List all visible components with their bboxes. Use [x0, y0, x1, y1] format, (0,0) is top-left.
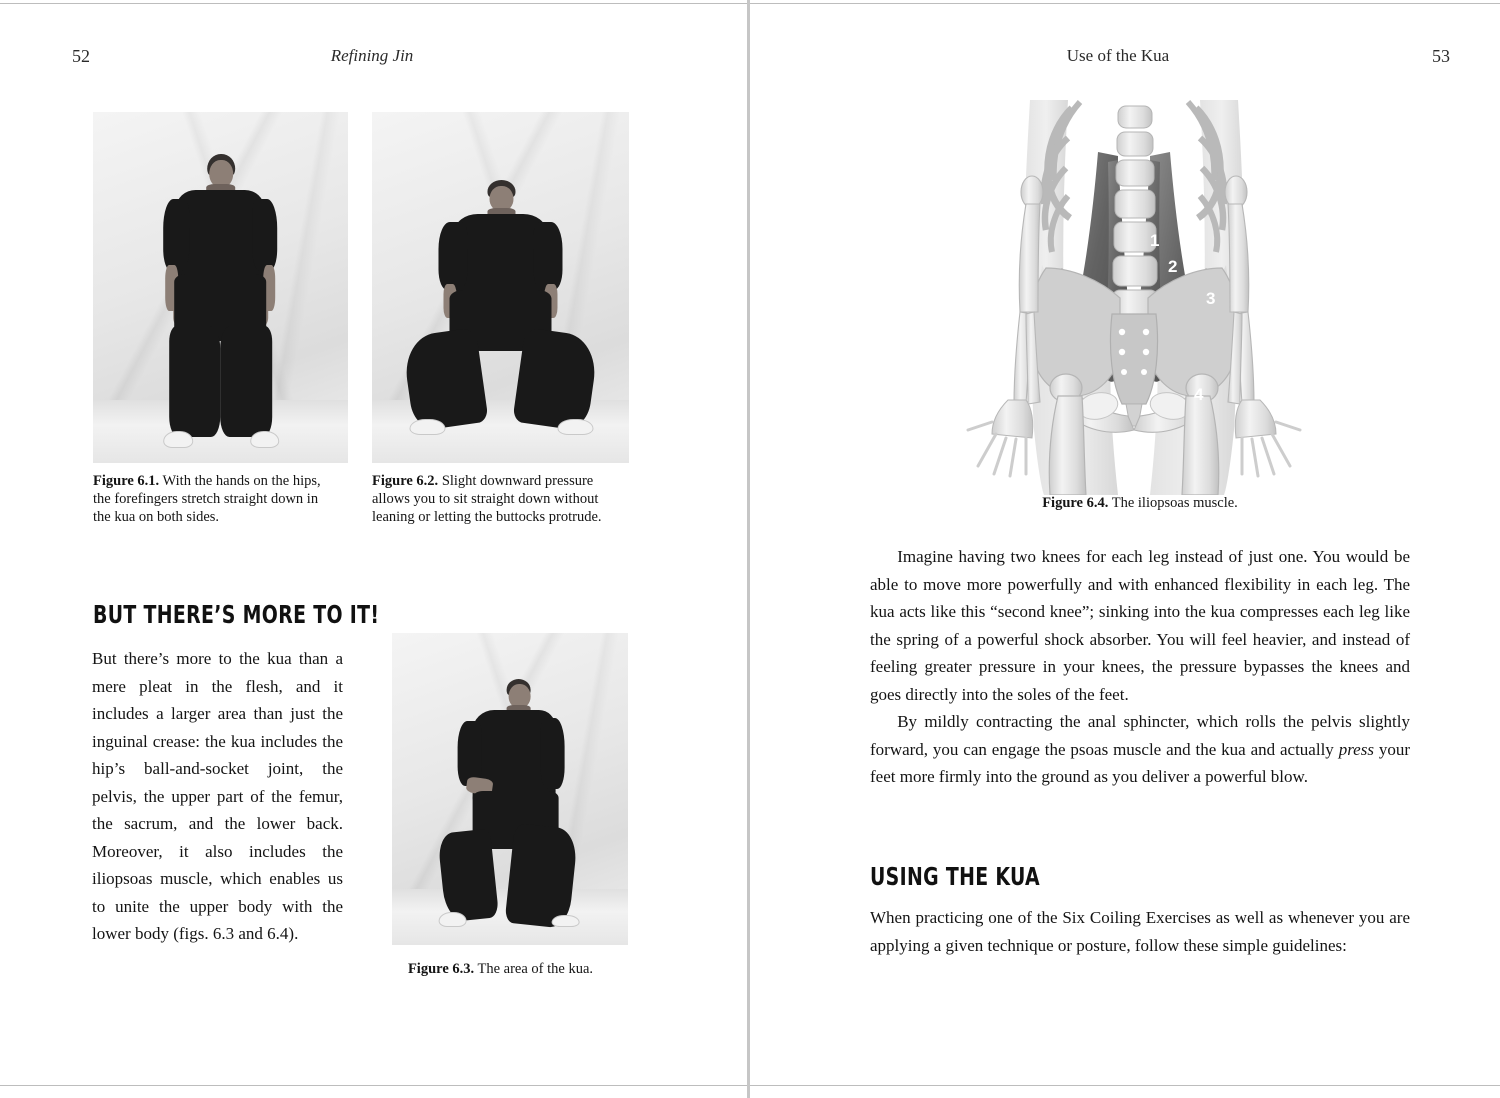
- right-page-paragraph-2: [870, 708, 1410, 791]
- left-page: [0, 0, 748, 1098]
- paragraph-2-tail: your feet more firmly into the ground as you deliver a powerful blow.: [870, 739, 1410, 786]
- right-page-body-column-bottom: [870, 904, 1410, 959]
- skeleton-iliopsoas-svg: [922, 100, 1347, 495]
- right-page-paragraph-3: When practicing one of the Six Coiling Exercises as well as whenever you are applying a given technique or posture, follow these simple guidelines:: [870, 908, 1410, 955]
- figure-6-4-caption: [880, 494, 1400, 512]
- left-page-running-head: Refining Jin: [330, 46, 414, 65]
- figure-6-4-caption-text: The iliopsoas muscle.: [1108, 495, 1238, 511]
- figure-6-2-caption-text: Slight downward pressure allows you to sit straight down without leaning or letting the buttocks protrude.: [372, 473, 602, 525]
- callout-4: 4: [1194, 385, 1204, 404]
- figure-6-2-caption-label: Figure 6.2.: [372, 473, 439, 489]
- figure-6-4-illustration: [922, 100, 1347, 495]
- photo-subject-horse-stance: [390, 172, 611, 453]
- callout-1: 1: [1150, 231, 1160, 250]
- right-page-paragraph-1: Imagine having two knees for each leg instead of just one. You would be able to move more powerfully and with enhanced flexibility in each leg. The kua acts like this “second knee”; sinking into the kua compresses each leg like the spring of a powerful shock absorber. You will feel heavier, and instead of feeling greater pressure in your knees, the pressure bypasses the knees and goes directly into the soles of the feet.: [870, 547, 1410, 704]
- figure-6-3-caption: [372, 960, 629, 978]
- figure-6-3-caption-label: Figure 6.3.: [407, 961, 475, 977]
- lumbar-spine: [1112, 106, 1158, 318]
- right-page-running-head: Use of the Kua: [1066, 46, 1170, 65]
- left-page-folio: 52: [72, 46, 90, 66]
- figure-6-1-caption-label: Figure 6.1.: [93, 473, 160, 489]
- photo-subject-standing: [129, 151, 313, 453]
- figure-6-4-caption-label: Figure 6.4.: [1042, 495, 1109, 511]
- paragraph-2-lead: By mildly contracting the anal sphincter, which rolls the pelvis slightly forward, you can engage the psoas muscle and the kua and actually: [870, 712, 1410, 759]
- figure-6-2-photo: [372, 112, 629, 463]
- callout-3: 3: [1206, 289, 1216, 308]
- right-page-folio: 53: [1432, 46, 1450, 66]
- photo-subject-bow-stance: [416, 674, 605, 936]
- heading-using-the-kua: USING THE KUA: [870, 862, 1041, 891]
- figure-6-1-caption-text: With the hands on the hips, the forefingers stretch straight down in the kua on both sides.: [93, 473, 321, 525]
- right-page: [750, 0, 1500, 1098]
- paragraph-2-emphasis: press: [1338, 739, 1374, 759]
- figure-6-1-caption: [93, 472, 336, 526]
- heading-but-theres-more-to-it: BUT THERE’S MORE TO IT!: [93, 600, 380, 629]
- callout-2: 2: [1168, 257, 1178, 276]
- left-page-body-column: [92, 645, 343, 948]
- figure-6-1-photo: [93, 112, 348, 463]
- figure-6-3-caption-text: The area of the kua.: [474, 961, 594, 977]
- figure-6-3-photo: [392, 633, 628, 945]
- right-page-body-column-top: [870, 543, 1410, 791]
- left-page-body-paragraph: But there’s more to the kua than a mere pleat in the flesh, and it includes a larger area than just the inguinal crease: the kua includes the hip’s ball-and-socket joint, the pelvis, the upper part of the femur, the sacrum, and the lower back. Moreover, it also includes the iliopsoas muscle, which enables us to unite the upper body with the lower body (figs. 6.3 and 6.4).: [92, 649, 343, 943]
- figure-6-2-caption: [372, 472, 619, 526]
